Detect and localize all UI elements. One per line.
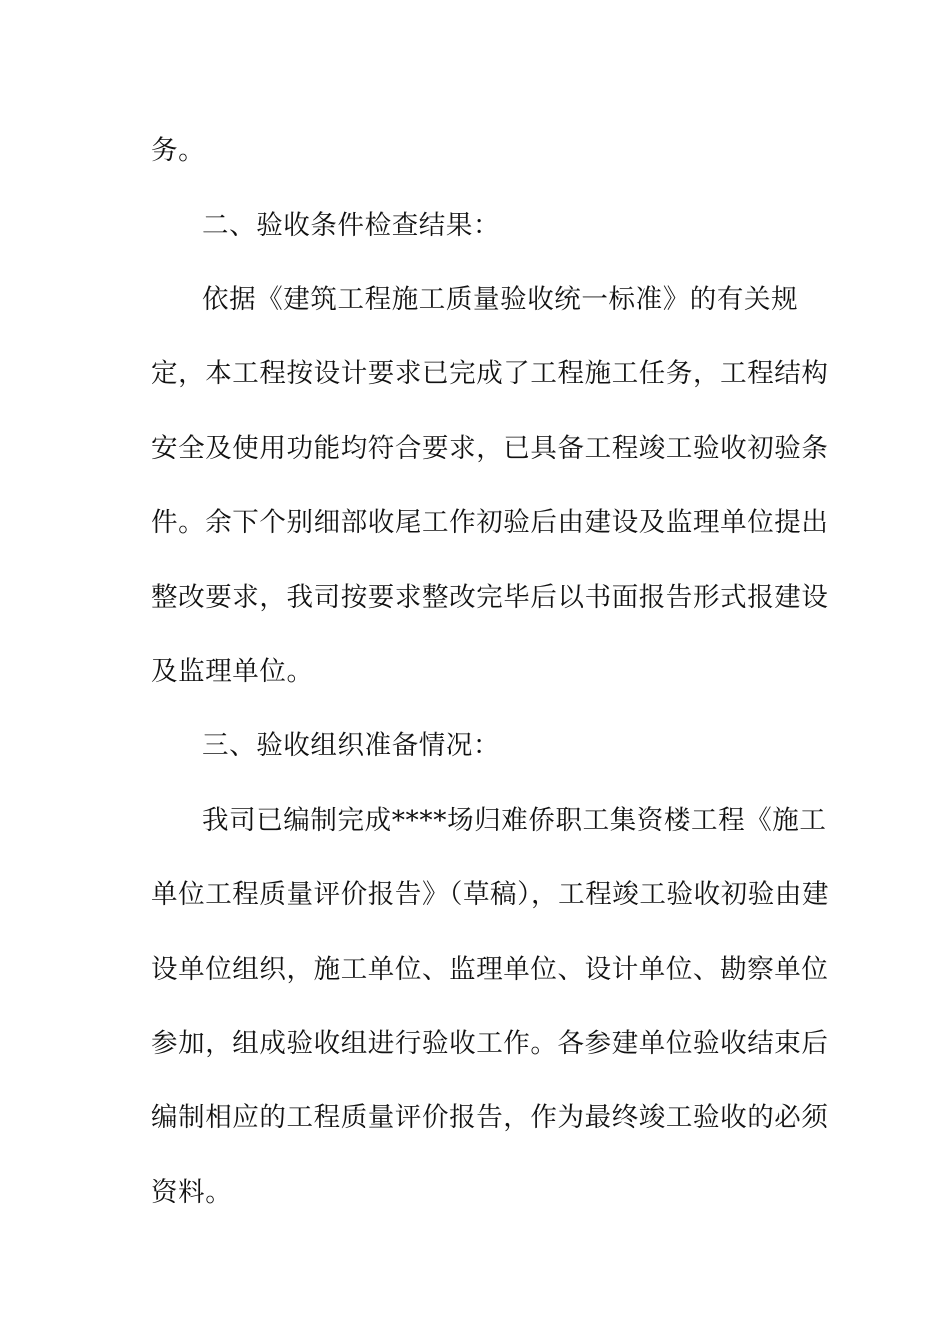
paragraph-line: 单位工程质量评价报告》（草稿），工程竣工验收初验由建 bbox=[151, 879, 830, 910]
paragraph-line: 定，本工程按设计要求已完成了工程施工任务，工程结构 bbox=[151, 358, 829, 389]
section-heading: 三、验收组织准备情况： bbox=[202, 730, 501, 761]
paragraph-line: 我司已编制完成****场归难侨职工集资楼工程《施工 bbox=[202, 805, 827, 836]
paragraph-line: 参加，组成验收组进行验收工作。各参建单位验收结束后 bbox=[151, 1028, 829, 1059]
paragraph-line: 设单位组织，施工单位、监理单位、设计单位、勘察单位 bbox=[151, 954, 829, 985]
paragraph-line: 安全及使用功能均符合要求，已具备工程竣工验收初验条 bbox=[151, 433, 829, 464]
paragraph-line: 资料。 bbox=[151, 1177, 233, 1208]
paragraph-line: 及监理单位。 bbox=[151, 656, 314, 687]
section-heading: 二、验收条件检查结果： bbox=[202, 210, 501, 241]
paragraph-line: 依据《建筑工程施工质量验收统一标准》的有关规 bbox=[202, 284, 799, 315]
paragraph-line: 件。余下个别细部收尾工作初验后由建设及监理单位提出 bbox=[151, 507, 829, 538]
paragraph-line: 务。 bbox=[151, 135, 206, 166]
paragraph-line: 整改要求，我司按要求整改完毕后以书面报告形式报建设 bbox=[151, 582, 829, 613]
paragraph-line: 编制相应的工程质量评价报告，作为最终竣工验收的必须 bbox=[151, 1102, 829, 1133]
